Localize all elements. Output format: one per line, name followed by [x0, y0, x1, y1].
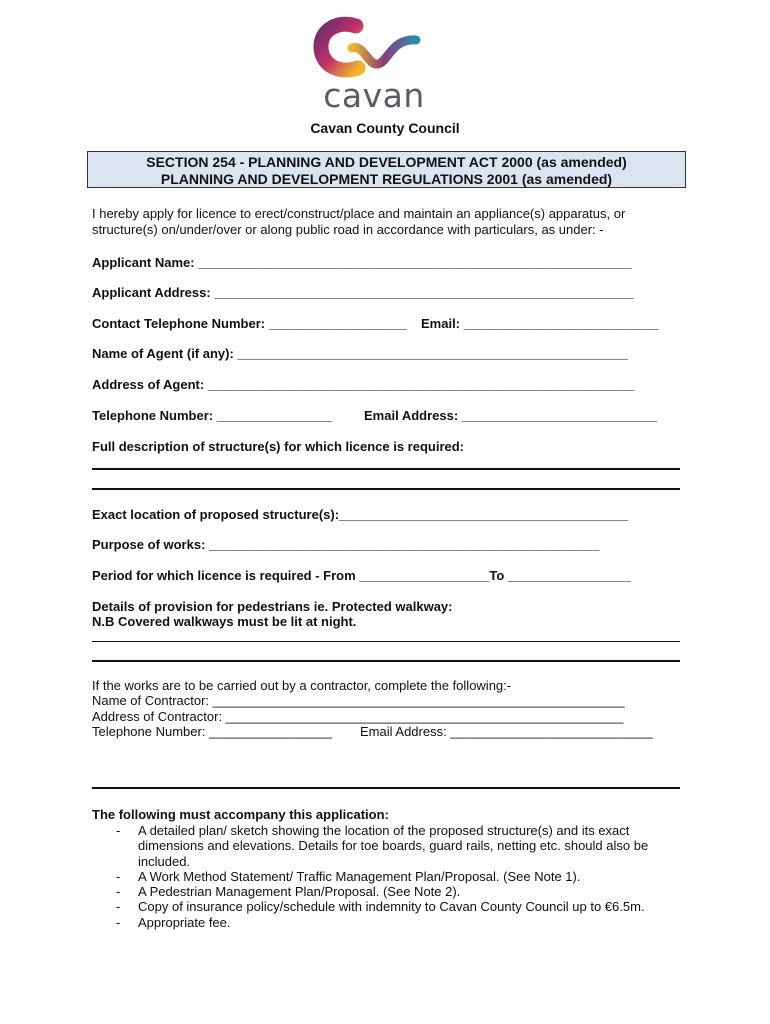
contractor-email-field[interactable]: Email Address: ____________________________: [360, 724, 653, 739]
pedestrian-line-2[interactable]: [92, 660, 680, 662]
list-dash: -: [116, 914, 121, 930]
agent-address-field[interactable]: Address of Agent: ___________________________________________________________: [92, 377, 635, 392]
requirements-list: [92, 823, 692, 930]
exact-location-field[interactable]: Exact location of proposed structure(s):________________________________________: [92, 507, 629, 522]
list-item: [92, 823, 692, 869]
structure-description-label: Full description of structure(s) for which licence is required:: [92, 439, 465, 454]
list-item: [92, 884, 692, 899]
list-item: [92, 869, 692, 884]
section-title-line1: SECTION 254 - PLANNING AND DEVELOPMENT ACT 2000 (as amended): [146, 154, 627, 170]
contractor-telephone-field[interactable]: Telephone Number: _________________: [92, 724, 332, 739]
agent-name-field[interactable]: Name of Agent (if any): ______________________________________________________: [92, 346, 628, 361]
requirement-text: Appropriate fee.: [138, 914, 231, 930]
pedestrian-provision-label: Details of provision for pedestrians ie. Protected walkway:: [92, 599, 453, 614]
contact-telephone-field[interactable]: Contact Telephone Number: ___________________: [92, 316, 407, 331]
applicant-name-field[interactable]: Applicant Name: ____________________________________________________________: [92, 255, 632, 270]
licence-period-field[interactable]: Period for which licence is required - From __________________To _________________: [92, 568, 631, 583]
description-line-1[interactable]: [92, 468, 680, 470]
description-line-2[interactable]: [92, 488, 680, 490]
contractor-address-field[interactable]: Address of Contractor: _______________________________________________________: [92, 709, 624, 724]
applicant-address-field[interactable]: Applicant Address: __________________________________________________________: [92, 285, 634, 300]
list-dash: -: [116, 899, 121, 915]
requirement-text: A detailed plan/ sketch showing the location of the proposed structure(s) and its exact dimensions and elevations. Details for toe boards, guard rails, netting etc. should also be included.: [138, 823, 649, 869]
contractor-name-field[interactable]: Name of Contractor: _________________________________________________________: [92, 693, 625, 708]
requirement-text: A Pedestrian Management Plan/Proposal. (See Note 2).: [138, 884, 461, 900]
purpose-of-works-field[interactable]: Purpose of works: ______________________________________________________: [92, 537, 600, 552]
requirement-text: A Work Method Statement/ Traffic Management Plan/Proposal. (See Note 1).: [138, 868, 581, 884]
contractor-signature-line[interactable]: [92, 787, 680, 789]
list-dash: -: [116, 884, 121, 900]
list-item: [92, 915, 692, 930]
agent-email-field[interactable]: Email Address: ___________________________: [364, 408, 657, 423]
list-dash: -: [116, 868, 121, 884]
list-dash: -: [116, 823, 121, 838]
logo-wordmark: cavan: [323, 76, 425, 115]
pedestrian-line-1[interactable]: [92, 641, 680, 642]
covered-walkway-note: N.B Covered walkways must be lit at night.: [92, 614, 357, 629]
list-item: [92, 899, 692, 914]
requirement-text: Copy of insurance policy/schedule with indemnity to Cavan County Council up to €6.5m.: [138, 899, 645, 915]
section-title-line2: PLANNING AND DEVELOPMENT REGULATIONS 2001 (as amended): [160, 171, 613, 187]
requirements-heading: The following must accompany this application:: [92, 807, 389, 822]
agent-telephone-field[interactable]: Telephone Number: ________________: [92, 408, 333, 423]
contractor-intro: If the works are to be carried out by a contractor, complete the following:-: [92, 678, 512, 693]
section-title-box: [87, 151, 686, 188]
council-name: Cavan County Council: [310, 120, 460, 136]
application-intro: I hereby apply for licence to erect/construct/place and maintain an appliance(s) apparatus, or structure(s) on/under/over or along public road in accordance with particulars, as under: -: [92, 206, 626, 237]
email-field[interactable]: Email: ___________________________: [421, 316, 659, 331]
